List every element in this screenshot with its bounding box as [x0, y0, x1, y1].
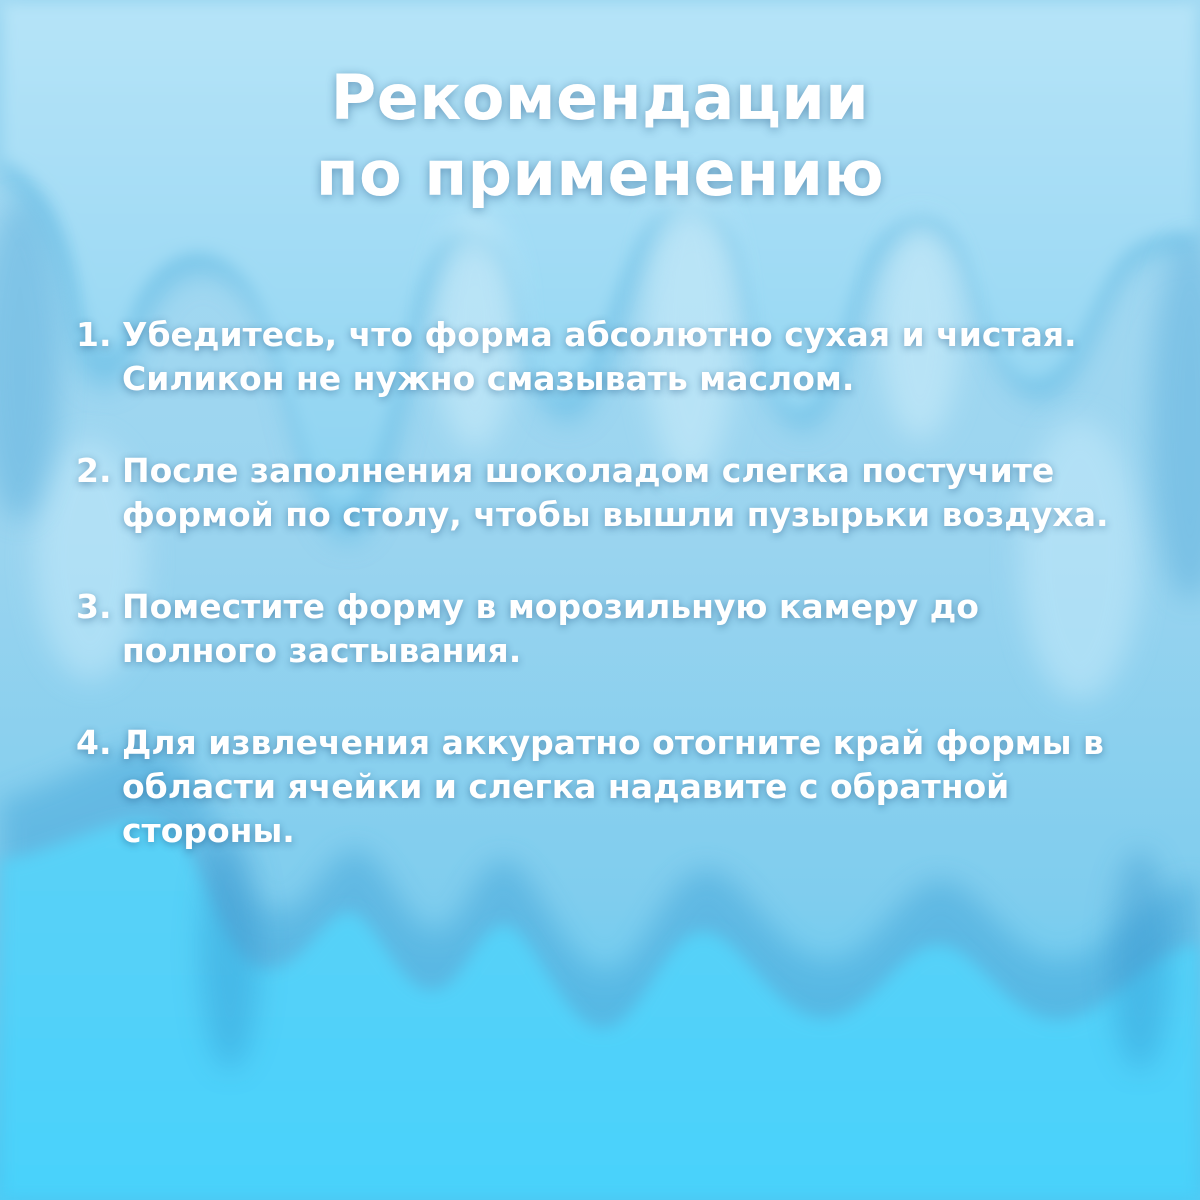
step-text: Для извлечения аккуратно отогните край формы в области ячейки и слегка надавите с обратной стороны. [122, 723, 1104, 850]
steps-list [76, 313, 1136, 853]
step-number: 2. [76, 451, 112, 490]
page-title [0, 60, 1200, 212]
title-line-2: по применению [315, 137, 885, 210]
step-number: 4. [76, 723, 112, 762]
step-item [76, 585, 1136, 673]
step-number: 3. [76, 587, 112, 626]
step-item [76, 313, 1136, 401]
step-item [76, 449, 1136, 537]
step-number: 1. [76, 315, 112, 354]
step-item [76, 721, 1136, 853]
title-line-1: Рекомендации [330, 61, 870, 134]
step-text: После заполнения шоколадом слегка постучите формой по столу, чтобы вышли пузырьки воздуха. [122, 451, 1109, 534]
step-text: Поместите форму в морозильную камеру до полного застывания. [122, 587, 979, 670]
step-text: Убедитесь, что форма абсолютно сухая и чистая. Силикон не нужно смазывать маслом. [122, 315, 1077, 398]
